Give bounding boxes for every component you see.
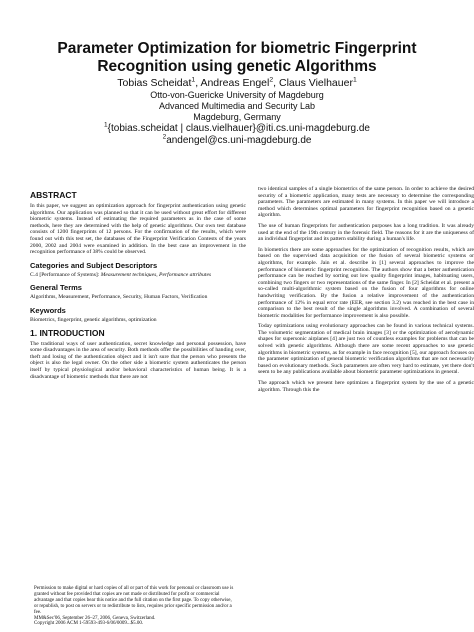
general-terms-heading: General Terms (30, 283, 82, 293)
affiliation-line: Otto-von-Guericke University of Magdeburg (150, 90, 324, 100)
introduction-paragraph: The traditional ways of user authentication, secret knowledge and personal possession, have some disadvantages in the area of security. Both methods offer the possibilities of handing over, theft and losing of the authentication object and it isn't sure that the person who presents the object is also the legal owner. On the other side a biometric system authenticates the person itself by typical physiological and/or behavioral characteristics of human being. It is a disadvantage of biometric methods that there are not (30, 340, 246, 380)
abstract-text: In this paper, we suggest an optimization approach for fingerprint authentication using genetic algorithms. Our application was planned so that it can be used without great effort for different biometric systems. Instead of estimating the required parameters as in the case of some methods, here they are determined with the help of genetic algorithms. Our own test database consists of 1200 fingerprints of 12 persons. For the confirmation of the results, which were found out with this test set, the databases of the Fingerprint Verification Contests of the years 2000, 2002 and 2004 were examined in addition. In the best case an improvement in the recognition performance of 38% could be observed. (30, 203, 246, 256)
right-column (258, 186, 474, 397)
categories-heading: Categories and Subject Descriptors (30, 260, 158, 270)
permission-notice (34, 586, 234, 627)
categories-code: C.4 [Performance of Systems]: (30, 271, 100, 278)
paper-title (0, 40, 474, 76)
abstract-heading: ABSTRACT (30, 190, 77, 200)
general-terms-text: Algorithms, Measurement, Performance, Security, Human Factors, Verification (30, 294, 208, 301)
body-paragraph: two identical samples of a single biometrics of the same person. In order to achieve the desired security of a biometric application, many tests are necessary to determine the corresponding parameters. The parameters are estimated in many systems. In this paper we will introduce a method which determines optimal parameters for fingerprint recognition based on a genetic algorithm. (258, 186, 474, 219)
keywords-heading: Keywords (30, 305, 66, 315)
email-address: {tobias.scheidat | claus.vielhauer}@iti.cs.uni-magdeburg.de (107, 123, 370, 134)
title-line-1: Parameter Optimization for biometric Fingerprint (57, 40, 417, 57)
copyright-line: Copyright 2006 ACM 1-59593-493-6/06/0009...$5.00. (34, 621, 144, 627)
body-paragraph: In biometrics there are some approaches for the optimization of recognition results, which are based on the supervised data acquisition or the fusion of several biometric systems or algorithms, for example. Jain et al. describe in [1] several approaches to improve the performance of biometric fingerprint recognition. The authors show that a better authentication performance can be reached by sorting out low quality fingerprint images, habituating users, combining two fingers or two representations of the same finger. In [2] Scheidat et al. present a so-called multi-algorithmic system based on the fusion of four algorithms for online handwriting verification. By the fusion a relative improvement of the authentication performance of 12% in equal error rate (EER, see section 3.2) was reached in the best case in comparison to the best result of the single algorithms involved. A combination of several biometric modalities for performance improvement is also possible. (258, 246, 474, 319)
affiliation-line: Magdeburg, Germany (193, 112, 281, 122)
email-line-2 (0, 135, 474, 147)
author-name: Andreas Engel (200, 77, 270, 89)
keywords-text: Biometrics, fingerprint, genetic algorithms, optimization (30, 316, 157, 323)
categories-text (30, 272, 246, 279)
author-list: Tobias Scheidat$^1$, Andreas Engel$^2$, Claus Vielhauer$^1$ (117, 76, 357, 89)
conference-line: MM&Sec'06, September 26–27, 2006, Geneva, Switzerland. (34, 615, 156, 621)
permission-text: Permission to make digital or hard copies of all or part of this work for personal or classroom use is granted without fee provided that copies are not made or distributed for profit or commercial advantage and that copies bear this notice and the full citation on the first page. To copy otherwise, or republish, to post on servers or to redistribute to lists, requires prior specific permission and/or a fee. (34, 586, 234, 615)
author-name: Tobias Scheidat (117, 77, 192, 89)
body-paragraph: Today optimizations using evolutionary approaches can be found in various technical systems. The volumetric segmentation of medical brain images [3] or the optimization of aerodynamic shapes for supersonic airplanes [4] are just two of countless examples for problems that can be solved with genetic algorithms. Although there are some recent approaches to use genetic algorithms in biometric systems, as for example in face recognition [5], our approach focuses on the parameter optimization of general biometric verification algorithms that are not necessarily based on evolutionary methods. Such parameters are often very hard to estimate, yet there don't seem to be any publications available about biometric parameter optimizations in general. (258, 323, 474, 376)
email-address: andengel@cs.uni-magdeburg.de (166, 135, 312, 146)
affiliation-line: Advanced Multimedia and Security Lab (158, 101, 316, 111)
author-affiliation-mark: 2 (269, 76, 274, 84)
paper-header (0, 40, 474, 147)
email-affiliation-mark: 2 (162, 133, 167, 141)
left-column (30, 186, 246, 384)
author-affiliation-mark: 1 (191, 76, 196, 84)
author-name: Claus Vielhauer (279, 77, 353, 89)
email-affiliation-mark: 1 (104, 121, 108, 129)
body-paragraph: The approach which we present here optimizes a fingerprint system by the use of a genetic algorithm. Through this the (258, 380, 474, 393)
author-affiliation-mark: 1 (352, 76, 357, 84)
title-line-2: Recognition using genetic Algorithms (97, 58, 377, 75)
body-paragraph: The use of human fingerprints for authentication purposes has a long tradition. It was already used at the end of the 19th century in the forensic field. The reasons for it are the uniqueness of an individual fingerprint and its pattern stability during a human's life. (258, 222, 474, 243)
introduction-heading: 1. INTRODUCTION (30, 327, 105, 338)
email-line-1 (0, 123, 474, 135)
categories-italic: Measurement techniques, Performance attributes (100, 271, 212, 278)
